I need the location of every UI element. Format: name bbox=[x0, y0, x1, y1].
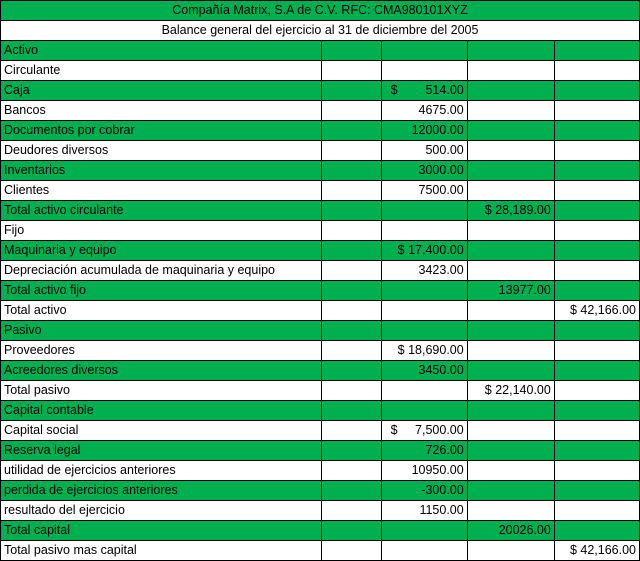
row-amount bbox=[381, 421, 467, 441]
table-row bbox=[1, 221, 640, 241]
table-row bbox=[1, 281, 640, 301]
row-amount: 12000.00 bbox=[381, 121, 467, 141]
row-label: Proveedores bbox=[1, 341, 322, 361]
row-grand-total: $ 42,166.00 bbox=[554, 301, 639, 321]
company-title-row bbox=[1, 1, 640, 21]
row-grand-total bbox=[554, 341, 639, 361]
row-amount bbox=[381, 221, 467, 241]
row-amount-value: 514.00 bbox=[425, 83, 464, 97]
row-label: Depreciación acumulada de maquinaria y equipo bbox=[1, 261, 322, 281]
row-total bbox=[467, 41, 554, 61]
table-row bbox=[1, 381, 640, 401]
row-total bbox=[467, 421, 554, 441]
row-label: Pasivo bbox=[1, 321, 322, 341]
row-label: Total pasivo mas capital bbox=[1, 541, 322, 561]
table-row bbox=[1, 201, 640, 221]
row-grand-total bbox=[554, 421, 639, 441]
row-grand-total bbox=[554, 201, 639, 221]
row-total bbox=[467, 161, 554, 181]
row-total bbox=[467, 301, 554, 321]
row-total bbox=[467, 221, 554, 241]
row-amount: 3000.00 bbox=[381, 161, 467, 181]
row-amount: 7500.00 bbox=[381, 181, 467, 201]
row-grand-total: $ 42,166.00 bbox=[554, 541, 639, 561]
currency-symbol: $ bbox=[390, 83, 398, 97]
row-total bbox=[467, 341, 554, 361]
row-amount bbox=[381, 541, 467, 561]
row-subcolumn bbox=[321, 361, 381, 381]
table-row bbox=[1, 441, 640, 461]
table-row bbox=[1, 161, 640, 181]
row-subcolumn bbox=[321, 201, 381, 221]
row-grand-total bbox=[554, 241, 639, 261]
row-label: resultado del ejercicio bbox=[1, 501, 322, 521]
row-total bbox=[467, 461, 554, 481]
statement-title: Balance general del ejercicio al 31 de diciembre del 2005 bbox=[1, 21, 640, 41]
row-subcolumn bbox=[321, 41, 381, 61]
row-amount bbox=[381, 41, 467, 61]
row-total: $ 22,140.00 bbox=[467, 381, 554, 401]
row-subcolumn bbox=[321, 121, 381, 141]
row-amount bbox=[381, 301, 467, 321]
row-total bbox=[467, 361, 554, 381]
table-row bbox=[1, 481, 640, 501]
table-row bbox=[1, 121, 640, 141]
row-subcolumn bbox=[321, 141, 381, 161]
row-total bbox=[467, 61, 554, 81]
row-grand-total bbox=[554, 501, 639, 521]
row-label: Bancos bbox=[1, 101, 322, 121]
row-label: Deudores diversos bbox=[1, 141, 322, 161]
table-row bbox=[1, 81, 640, 101]
row-subcolumn bbox=[321, 161, 381, 181]
row-grand-total bbox=[554, 121, 639, 141]
row-label: Reserva legal bbox=[1, 441, 322, 461]
row-label: Documentos por cobrar bbox=[1, 121, 322, 141]
row-total: 13977.00 bbox=[467, 281, 554, 301]
row-amount bbox=[381, 381, 467, 401]
row-total bbox=[467, 181, 554, 201]
row-amount: 3450.00 bbox=[381, 361, 467, 381]
table-row bbox=[1, 301, 640, 321]
row-amount: 10950.00 bbox=[381, 461, 467, 481]
table-row bbox=[1, 181, 640, 201]
row-subcolumn bbox=[321, 181, 381, 201]
row-total bbox=[467, 81, 554, 101]
row-amount: 3423.00 bbox=[381, 261, 467, 281]
row-subcolumn bbox=[321, 341, 381, 361]
row-label: Fijo bbox=[1, 221, 322, 241]
row-subcolumn bbox=[321, 321, 381, 341]
row-grand-total bbox=[554, 161, 639, 181]
table-row bbox=[1, 321, 640, 341]
row-grand-total bbox=[554, 361, 639, 381]
row-grand-total bbox=[554, 141, 639, 161]
sheet-body bbox=[1, 1, 640, 561]
row-label: Total activo fijo bbox=[1, 281, 322, 301]
row-amount: $ 17,400.00 bbox=[381, 241, 467, 261]
row-grand-total bbox=[554, 181, 639, 201]
table-row bbox=[1, 61, 640, 81]
row-total bbox=[467, 321, 554, 341]
row-total bbox=[467, 241, 554, 261]
row-amount-value: 7,500.00 bbox=[415, 423, 464, 437]
row-total bbox=[467, 481, 554, 501]
table-row bbox=[1, 241, 640, 261]
row-subcolumn bbox=[321, 221, 381, 241]
table-row bbox=[1, 41, 640, 61]
row-subcolumn bbox=[321, 501, 381, 521]
row-grand-total bbox=[554, 261, 639, 281]
row-label: Capital social bbox=[1, 421, 322, 441]
row-amount bbox=[381, 401, 467, 421]
row-total bbox=[467, 261, 554, 281]
row-amount: 4675.00 bbox=[381, 101, 467, 121]
row-label: Total activo bbox=[1, 301, 322, 321]
row-label: Caja bbox=[1, 81, 322, 101]
row-grand-total bbox=[554, 101, 639, 121]
row-subcolumn bbox=[321, 261, 381, 281]
currency-symbol: $ bbox=[390, 423, 398, 437]
row-grand-total bbox=[554, 481, 639, 501]
row-grand-total bbox=[554, 381, 639, 401]
row-subcolumn bbox=[321, 301, 381, 321]
row-subcolumn bbox=[321, 241, 381, 261]
table-row bbox=[1, 141, 640, 161]
row-total bbox=[467, 101, 554, 121]
row-total bbox=[467, 501, 554, 521]
row-grand-total bbox=[554, 441, 639, 461]
row-subcolumn bbox=[321, 481, 381, 501]
row-total: 20026.00 bbox=[467, 521, 554, 541]
row-total bbox=[467, 541, 554, 561]
row-total bbox=[467, 141, 554, 161]
row-amount bbox=[381, 81, 467, 101]
row-grand-total bbox=[554, 81, 639, 101]
row-total bbox=[467, 441, 554, 461]
row-subcolumn bbox=[321, 101, 381, 121]
table-row bbox=[1, 541, 640, 561]
row-amount bbox=[381, 281, 467, 301]
row-label: Capital contable bbox=[1, 401, 322, 421]
row-label: Maquinaria y equipo bbox=[1, 241, 322, 261]
row-grand-total bbox=[554, 461, 639, 481]
row-label: Total capital bbox=[1, 521, 322, 541]
table-row bbox=[1, 361, 640, 381]
row-label: Circulante bbox=[1, 61, 322, 81]
row-total bbox=[467, 401, 554, 421]
row-subcolumn bbox=[321, 461, 381, 481]
table-row bbox=[1, 521, 640, 541]
table-row bbox=[1, 101, 640, 121]
row-grand-total bbox=[554, 401, 639, 421]
row-amount: $ 18,690.00 bbox=[381, 341, 467, 361]
row-subcolumn bbox=[321, 401, 381, 421]
row-grand-total bbox=[554, 61, 639, 81]
row-label: Clientes bbox=[1, 181, 322, 201]
row-amount: 726.00 bbox=[381, 441, 467, 461]
row-total: $ 28,189.00 bbox=[467, 201, 554, 221]
row-amount bbox=[381, 521, 467, 541]
row-subcolumn bbox=[321, 441, 381, 461]
row-subcolumn bbox=[321, 541, 381, 561]
row-grand-total bbox=[554, 221, 639, 241]
row-amount bbox=[381, 321, 467, 341]
row-label: Total activo circulante bbox=[1, 201, 322, 221]
row-subcolumn bbox=[321, 421, 381, 441]
table-row bbox=[1, 261, 640, 281]
row-subcolumn bbox=[321, 381, 381, 401]
row-subcolumn bbox=[321, 61, 381, 81]
row-amount: -300.00 bbox=[381, 481, 467, 501]
table-row bbox=[1, 341, 640, 361]
row-amount: 1150.00 bbox=[381, 501, 467, 521]
row-grand-total bbox=[554, 41, 639, 61]
row-subcolumn bbox=[321, 81, 381, 101]
row-subcolumn bbox=[321, 521, 381, 541]
row-label: utilidad de ejercicios anteriores bbox=[1, 461, 322, 481]
row-label: Inventarios bbox=[1, 161, 322, 181]
table-row bbox=[1, 401, 640, 421]
row-amount: 500.00 bbox=[381, 141, 467, 161]
row-amount bbox=[381, 201, 467, 221]
row-grand-total bbox=[554, 321, 639, 341]
company-title: Compañía Matrix, S.A de C.V. RFC: CMA980101XYZ bbox=[1, 1, 640, 21]
table-row bbox=[1, 421, 640, 441]
row-label: Activo bbox=[1, 41, 322, 61]
table-row bbox=[1, 461, 640, 481]
row-total bbox=[467, 121, 554, 141]
row-label: perdida de ejercicios anteriores bbox=[1, 481, 322, 501]
row-amount bbox=[381, 61, 467, 81]
row-label: Total pasivo bbox=[1, 381, 322, 401]
row-grand-total bbox=[554, 281, 639, 301]
table-row bbox=[1, 501, 640, 521]
row-label: Acreedores diversos bbox=[1, 361, 322, 381]
row-grand-total bbox=[554, 521, 639, 541]
statement-title-row bbox=[1, 21, 640, 41]
row-subcolumn bbox=[321, 281, 381, 301]
